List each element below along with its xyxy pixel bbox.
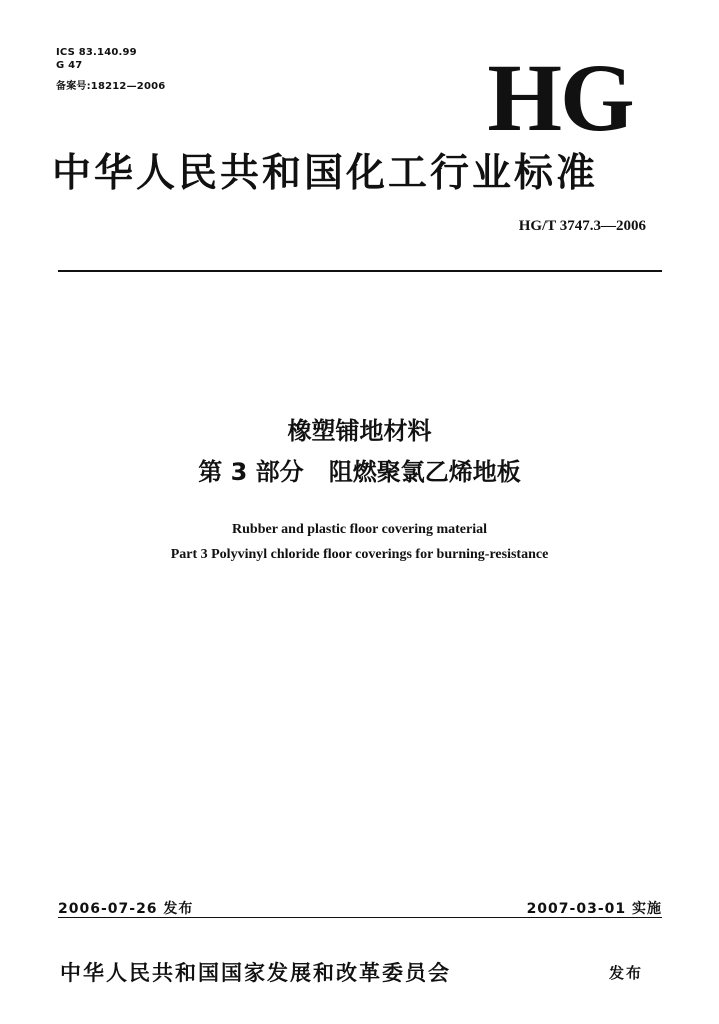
- chinese-title-main: 橡塑铺地材料: [287, 417, 432, 445]
- implementation-date: 2007-03-01 实施: [526, 901, 662, 917]
- english-title-part: Part 3 Polyvinyl chloride floor coverings for burning-resistance: [170, 547, 549, 562]
- footer-rule: [58, 917, 662, 918]
- issuing-authority: 中华人民共和国国家发展和改革委员会: [60, 960, 451, 985]
- ics-code: ICS 83.140.99: [56, 47, 137, 58]
- header-rule: [58, 270, 662, 272]
- english-title-main: Rubber and plastic floor covering material: [232, 522, 487, 537]
- standard-number: HG/T 3747.3—2006: [518, 218, 646, 234]
- issue-date: 2006-07-26 发布: [58, 901, 194, 917]
- filing-number: 备案号:18212—2006: [56, 81, 166, 92]
- ccs-code: G 47: [56, 60, 83, 71]
- issuing-action: 发布: [609, 964, 644, 982]
- standard-category-title: 中华人民共和国化工行业标准: [52, 150, 599, 196]
- hg-logo: HG: [487, 44, 633, 151]
- chinese-title-part: 第 3 部分 阻燃聚氯乙烯地板: [198, 458, 521, 486]
